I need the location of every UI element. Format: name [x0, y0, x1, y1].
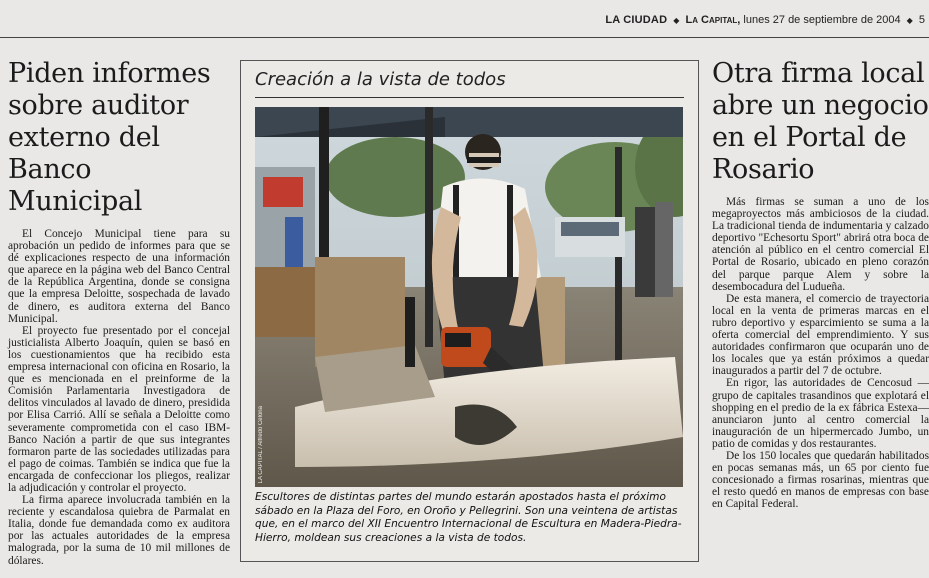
paper-name: La Capital, — [685, 14, 741, 26]
right-paragraph: De los 150 locales que quedarán habilitados en pocas semanas más, un 65 por ciento fue concesionado a firmas rosarinas, mientras que el resto quedó en manos de empresas con base en Capital Federal. — [712, 449, 929, 511]
page-number: 5 — [918, 14, 925, 26]
left-paragraph: El Concejo Municipal tiene para su aprobación un pedido de informes para que se dé explicaciones respecto de una información que aparece en la página web del Banco Central de la República Argentina, donde se consigna que la empresa Deloitte, sospechada de lavado de dinero, es auditora externa del Banco Municipal. — [8, 228, 230, 325]
chainsaw-sculptor-illustration — [255, 107, 683, 487]
left-headline: Piden informes sobre auditor externo del Banco Municipal — [8, 58, 211, 217]
right-paragraph: En rigor, las autoridades de Cencosud —grupo de capitales trasandinos que explotará el shopping en el predio de la ex fábrica Estexa— anunciaron junto al centro comercial la inauguración de un hipermercado Jumbo, un patio de comidas y dos restaurantes. — [712, 377, 929, 450]
left-body — [8, 228, 230, 567]
right-body — [712, 196, 929, 510]
header-rule — [0, 37, 929, 38]
masthead — [605, 14, 925, 26]
feature-title: Creación a la vista de todos — [255, 69, 506, 90]
photo-credit: LA CAPITAL / Alfredo Celona — [258, 405, 264, 483]
separator-diamond-icon: ◆ — [673, 16, 680, 25]
left-article — [8, 58, 230, 567]
right-headline: Otra firma local abre un negocio en el Portal de Rosario — [712, 58, 929, 185]
feature-rule — [255, 97, 684, 98]
separator-diamond-icon: ◆ — [906, 16, 913, 25]
left-paragraph: La firma aparece involucrada también en la reciente y escandalosa quiebra de Parmalat en Italia, donde fue demandada como ex auditora por las actuales autoridades de la empresa malograda, por la suma de 10 mil millones de dólares. — [8, 494, 230, 567]
right-paragraph: Más firmas se suman a uno de los megaproyectos más ambiciosos de la ciudad. La tradicional tienda de indumentaria y calzado deportivo "Echesortu Sport" abrirá otra boca de atención al público en el centro comercial El Portal de Rosario, ubicado en pleno corazón del parque parque Alem y sobre la desembocadura del Ludueña. — [712, 196, 929, 293]
page-header — [0, 0, 929, 38]
section-name: LA CIUDAD — [605, 14, 668, 26]
feature-box — [240, 60, 699, 562]
right-paragraph: De esta manera, el comercio de trayectoria local en la venta de primeras marcas en el rubro deportivo y esparcimiento se suma a la oferta comercial del emprendimiento. Y sus autoridades confirmaron que ocuparán uno de los locales que ya están próximos a quedar inaugurados a partir del 7 de octubre. — [712, 292, 929, 378]
photo-caption: Escultores de distintas partes del mundo estarán apostados hasta el próximo sábado en la Plaza del Foro, en Oroño y Pellegrini. Son una veintena de artistas que, en el marco del XII Encuentro Internacional de Escultura en Madera-Piedra-Hierro, moldean sus creaciones a la vista de todos. — [255, 491, 682, 544]
left-paragraph: El proyecto fue presentado por el concejal justicialista Alberto Joaquín, quien se basó en los cuestionamientos que ha recibido esta empresa internacional con oficina en Rosario, la que es mencionada en el preinforme de la Comisión Parlamentaria Investigadora de delitos vinculados al lavado de dinero, presidida por Elisa Carrió. Allí se señala a Deloitte como severamente comprometida con el caso IBM-Banco Nación a partir de que sus integrantes formaron parte de las sociedades utilizadas para el pago de coimas. También se indica que fue la encargada de confeccionar los pliegos, realizar la adjudicación y controlar el proyecto. — [8, 324, 230, 494]
issue-date: lunes 27 de septiembre de 2004 — [743, 14, 901, 26]
sculptor-photo — [255, 107, 683, 487]
right-article — [712, 58, 929, 510]
